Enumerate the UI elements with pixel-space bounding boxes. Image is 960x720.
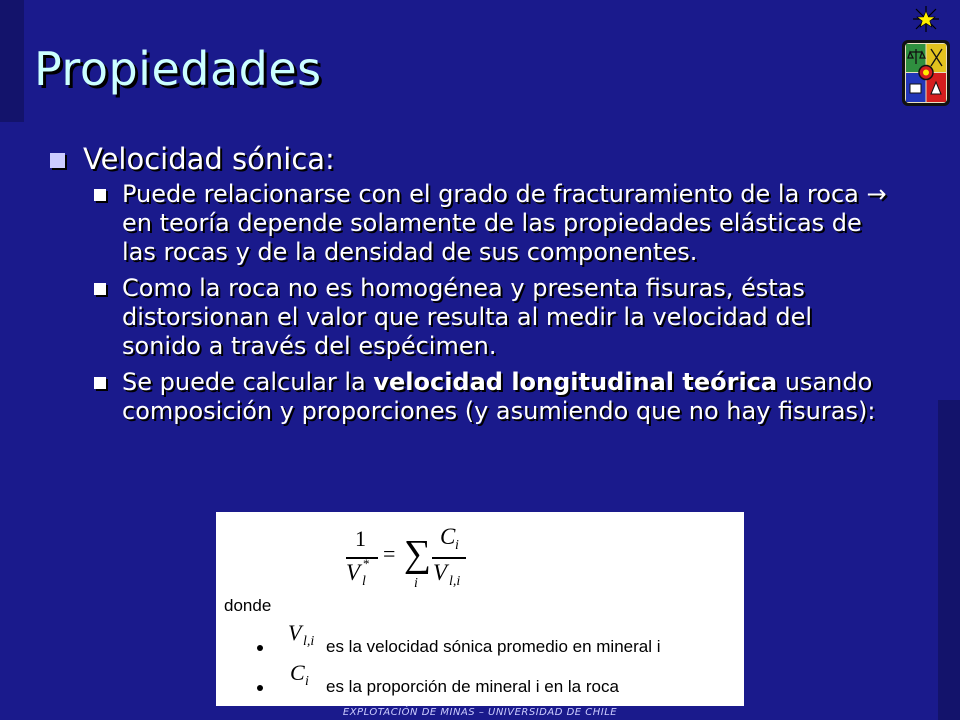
formula-sum-index: i [414, 576, 418, 591]
formula-where-label: donde [224, 596, 272, 615]
definition-text: es la proporción de mineral i en la roca [326, 677, 619, 696]
sub-bullet-text-end: usando composición y proporciones (y asumiendo que no hay fisuras): [122, 368, 876, 425]
sub-bullet [94, 274, 894, 361]
formula-sum-symbol: ∑ [404, 533, 432, 575]
formula-rhs-c: C [440, 524, 456, 549]
bullet-square-icon [50, 153, 65, 168]
definition-symbol-sub: l,i [303, 634, 315, 649]
bullet-square-icon [94, 189, 106, 201]
bullet-text: Velocidad sónica: [83, 142, 335, 176]
university-crest-logo [896, 4, 956, 108]
slide-content [50, 142, 910, 433]
sub-bullet-text: Puede relacionarse con el grado de fracturamiento de la roca → en teoría depende solamente de las propiedades elásticas de las rocas y de la densidad de sus componentes. [122, 180, 887, 266]
sub-bullet-text [122, 368, 894, 426]
sub-bullet [94, 180, 894, 267]
formula-numerator: 1 [355, 526, 366, 551]
slide-footer: EXPLOTACIÓN DE MINAS – UNIVERSIDAD DE CHILE [342, 707, 618, 718]
definition-text: es la velocidad sónica promedio en mineral i [326, 637, 661, 656]
formula-rhs-v-sub: l,i [449, 574, 461, 589]
definition-symbol-sub: i [305, 674, 309, 689]
sub-bullet-text-start: Se puede calcular la [122, 368, 374, 396]
definition-bullet-icon [257, 645, 263, 651]
definition-symbol: V [288, 620, 302, 645]
formula-lhs-sup: * [363, 556, 370, 571]
sub-bullet-bold-text: velocidad longitudinal teórica [373, 368, 778, 396]
slide-title: Propiedades [34, 42, 322, 96]
bullet-level1 [50, 142, 910, 176]
formula-rhs-c-sub: i [455, 538, 459, 553]
left-edge-bar [0, 0, 24, 122]
bullet-square-icon [94, 283, 106, 295]
sub-bullet-text: Como la roca no es homogénea y presenta fisuras, éstas distorsionan el valor que resulta al medir la velocidad del sonido a través del espécimen. [122, 274, 813, 360]
sub-bullet [94, 368, 894, 426]
formula-lhs-sub: l [362, 574, 366, 589]
fraction-bar [346, 557, 378, 559]
formula-equals: = [383, 541, 396, 566]
bullet-square-icon [94, 377, 106, 389]
right-edge-bar [938, 400, 960, 720]
fraction-bar [432, 557, 466, 559]
definition-symbol: C [290, 660, 305, 685]
definition-bullet-icon [257, 685, 263, 691]
formula-image [216, 512, 744, 706]
formula-lhs-v: V [346, 560, 361, 585]
formula-rhs-v: V [433, 560, 448, 585]
